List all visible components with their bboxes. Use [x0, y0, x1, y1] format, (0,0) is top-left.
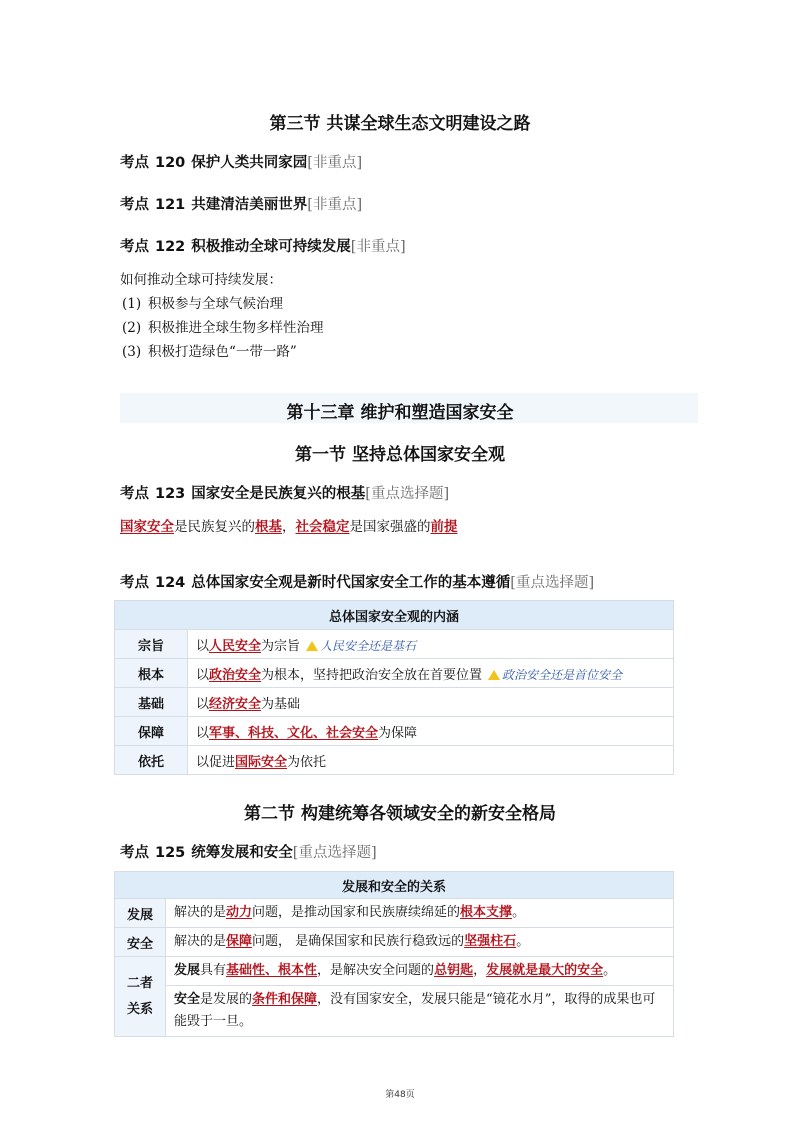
label-line: 二者 [126, 975, 153, 991]
kp-prefix: 考点 [120, 486, 149, 502]
row-content [188, 688, 674, 717]
kp-title: 保护人类共同家园 [191, 155, 308, 171]
note-text: 政治安全还是首位安全 [502, 667, 623, 682]
table-row [115, 746, 674, 775]
row-content [188, 717, 674, 746]
kp-title: 总体国家安全观是新时代国家安全工作的基本遵循 [191, 575, 511, 591]
table-row [115, 688, 674, 717]
subject-text: 发展 [174, 963, 201, 978]
row-label: 依托 [115, 746, 188, 775]
row-label: 根本 [115, 659, 188, 688]
text-run: 是发展的 [200, 992, 253, 1007]
development-security-table [114, 871, 674, 1037]
table-row [115, 630, 674, 659]
text-run: 以 [196, 725, 210, 741]
text-run: ，是解决安全问题的 [317, 963, 435, 978]
row-label: 基础 [115, 688, 188, 717]
row-content [166, 957, 674, 986]
text-run: 。 [512, 905, 526, 920]
text-run: 以 [196, 638, 210, 654]
exam-point-125 [120, 841, 377, 862]
text-run: 是民族复兴的 [174, 519, 255, 535]
row-content [188, 746, 674, 775]
list-text: 积极打造绿色“一带一路” [148, 344, 297, 360]
row-label: 宗旨 [115, 630, 188, 659]
text-run: 为根本，坚持把政治安全放在首要位置 [261, 667, 483, 683]
text-run: 问题，是推动国家和民族赓续绵延的 [252, 905, 461, 920]
kp-title: 共建清洁美丽世界 [191, 197, 308, 213]
kp-prefix: 考点 [120, 155, 149, 171]
kp-prefix: 考点 [120, 239, 149, 255]
warning-triangle-icon [488, 670, 500, 680]
text-run: 解决的是 [174, 905, 227, 920]
text-run: 具有 [200, 963, 227, 978]
row-label: 安全 [115, 928, 166, 957]
list-index: (2) [122, 320, 142, 336]
kp-title: 统筹发展和安全 [191, 845, 293, 861]
keyword: 条件和保障 [252, 992, 318, 1007]
section-title: 第二节 构建统筹各领域安全的新安全格局 [244, 804, 556, 824]
keyword: 前提 [430, 519, 458, 535]
text-run: 为依托 [287, 754, 327, 770]
table-row [115, 957, 674, 986]
kp-number: 123 [155, 486, 186, 502]
kp-tag: [重点选择题] [365, 486, 450, 502]
list-item [122, 340, 297, 360]
list-text: 积极参与全球气候治理 [148, 296, 283, 312]
exam-point-124 [120, 571, 594, 592]
exam-point-123 [120, 482, 449, 503]
keyword: 社会稳定 [295, 519, 350, 535]
table-row [115, 659, 674, 688]
exam-point-120 [120, 151, 362, 172]
text-run: ， [473, 963, 487, 978]
kp-number: 120 [155, 155, 186, 171]
keyword: 军事、科技、文化、社会安全 [209, 725, 379, 741]
section-title: 第三节 共谋全球生态文明建设之路 [269, 114, 531, 134]
text-run: 问题， 是确保国家和民族行稳致远的 [252, 934, 465, 949]
list-text: 积极推进全球生物多样性治理 [148, 320, 324, 336]
row-label: 保障 [115, 717, 188, 746]
text-run: 以促进 [196, 754, 236, 770]
list-item [122, 292, 283, 312]
table-row [115, 899, 674, 928]
kp-title: 国家安全是民族复兴的根基 [191, 486, 366, 502]
text-run: 是国家强盛的 [349, 519, 431, 535]
keyword: 保障 [226, 934, 253, 949]
list-item [122, 316, 324, 336]
row-content [166, 928, 674, 957]
keyword: 根本支撑 [460, 905, 513, 920]
row-label: 发展 [115, 899, 166, 928]
section-title: 第一节 坚持总体国家安全观 [295, 445, 505, 465]
list-index: (3) [122, 344, 142, 360]
text-run: 以 [196, 696, 210, 712]
keyword: 国家安全 [120, 519, 174, 535]
kp-number: 122 [155, 239, 186, 255]
keyword: 人民安全 [209, 638, 262, 654]
subject-text: 安全 [174, 992, 201, 1007]
table-row [115, 928, 674, 957]
keyword: 国际安全 [235, 754, 288, 770]
kp-number: 121 [155, 197, 186, 213]
table-header: 总体国家安全观的内涵 [115, 601, 674, 630]
label-line: 关系 [126, 1001, 153, 1017]
security-concept-table [114, 600, 674, 775]
kp-tag: [重点选择题] [292, 845, 377, 861]
kp-tag: [非重点] [307, 155, 363, 171]
exam-point-122 [120, 235, 406, 256]
row-content [166, 986, 674, 1037]
kp-number: 124 [155, 575, 186, 591]
question-text: 如何推动全球可持续发展： [120, 272, 282, 288]
table-header: 发展和安全的关系 [115, 872, 674, 899]
keyword: 基础性、根本性 [226, 963, 318, 978]
kp-prefix: 考点 [120, 575, 149, 591]
table-row [115, 986, 674, 1037]
row-label [115, 957, 166, 1037]
text-run: 。 [603, 963, 617, 978]
text-run: 。 [516, 934, 530, 949]
kp-number: 125 [155, 845, 186, 861]
kp-tag: [非重点] [307, 197, 363, 213]
note-text: 人民安全还是基石 [320, 638, 417, 653]
text-run: ，没有国家安全，发展只能是“镜花水月”，取得的成果也可能毁于一旦。 [174, 992, 656, 1029]
warning-triangle-icon [306, 641, 318, 651]
keyword: 动力 [226, 905, 253, 920]
kp-tag: [重点选择题] [510, 575, 595, 591]
key-sentence [120, 515, 458, 535]
page-number: 第48页 [385, 1090, 415, 1100]
kp-title: 积极推动全球可持续发展 [191, 239, 351, 255]
list-index: (1) [122, 296, 142, 312]
kp-tag: [非重点] [350, 239, 406, 255]
exam-point-121 [120, 193, 362, 214]
keyword: 经济安全 [209, 696, 262, 712]
text-run: ， [282, 519, 296, 535]
text-run: 以 [196, 667, 210, 683]
keyword: 总钥匙 [434, 963, 474, 978]
chapter-title: 第十三章 维护和塑造国家安全 [286, 403, 514, 423]
keyword: 坚强柱石 [464, 934, 517, 949]
text-run: 解决的是 [174, 934, 227, 949]
keyword: 政治安全 [209, 667, 262, 683]
kp-prefix: 考点 [120, 845, 149, 861]
keyword: 发展就是最大的安全 [486, 963, 604, 978]
kp-prefix: 考点 [120, 197, 149, 213]
keyword: 根基 [255, 519, 282, 535]
row-content [188, 630, 674, 659]
row-content [166, 899, 674, 928]
text-run: 为宗旨 [261, 638, 301, 654]
text-run: 为保障 [378, 725, 418, 741]
table-row [115, 717, 674, 746]
text-run: 为基础 [261, 696, 301, 712]
row-content [188, 659, 674, 688]
